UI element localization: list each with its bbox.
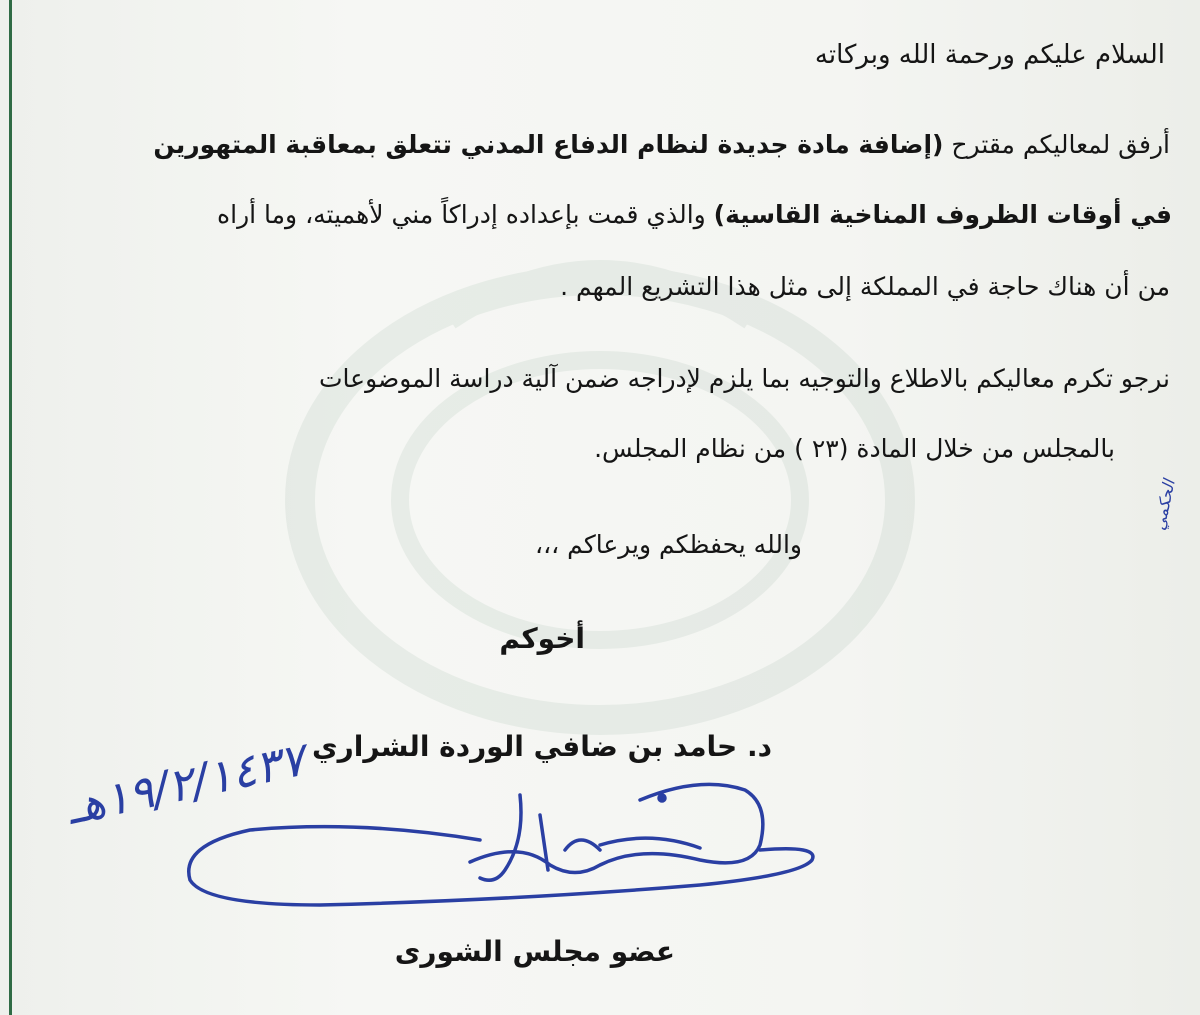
brother-line: أخوكم (499, 622, 585, 655)
paragraph-2-line-1: نرجو تكرم معاليكم بالاطلاع والتوجيه بما يلزم لإدراجه ضمن آلية دراسة الموضوعات (319, 364, 1170, 393)
paragraph-1-line-2-plain: والذي قمت بإعداده إدراكاً مني لأهميته، وما أراه (217, 200, 706, 229)
greeting-line: السلام عليكم ورحمة الله وبركاته (814, 40, 1165, 70)
handwritten-date: ١٩/٢/١٤٣٧هـ (62, 731, 310, 835)
handwritten-margin-note: الحكمي (1149, 478, 1179, 532)
paragraph-1-line-1-plain: أرفق لمعاليكم مقترح (951, 130, 1170, 159)
proposal-title-part-1: (إضافة مادة جديدة لنظام الدفاع المدني تتعلق بمعاقبة المتهورين (153, 130, 944, 159)
proposal-title-part-2: في أوقات الظروف المناخية القاسية) (713, 200, 1172, 229)
closing-line: والله يحفظكم ويرعاكم ،،، (535, 530, 802, 559)
sender-title: عضو مجلس الشورى (394, 935, 675, 968)
sender-name: د. حامد بن ضافي الوردة الشراري (312, 730, 772, 763)
paragraph-1-line-3: من أن هناك حاجة في المملكة إلى مثل هذا التشريع المهم . (560, 272, 1170, 301)
paragraph-2-line-2: بالمجلس من خلال المادة (٢٣ ) من نظام المجلس. (594, 434, 1115, 463)
